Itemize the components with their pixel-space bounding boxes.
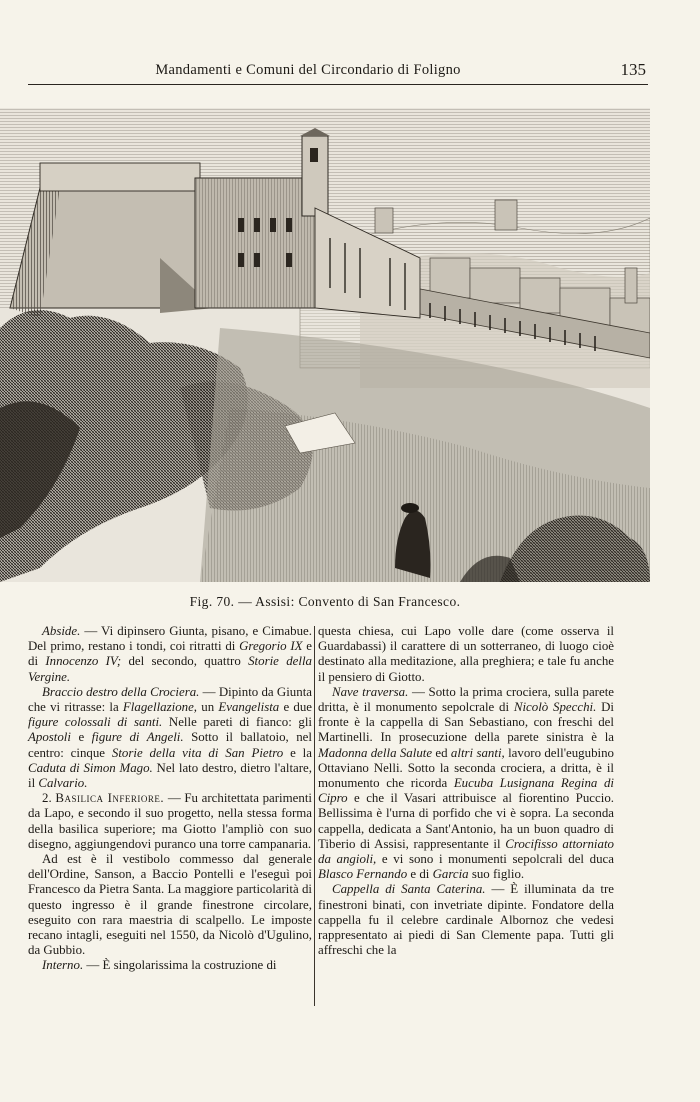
paragraph-nave-traversa: Nave traversa. — Sotto la prima crociera, sulla parete dritta, è il monumento sepolcrale di Nicolò Specchi. Di fronte è la cappella di San Sebastiano, con freschi del Martinelli. In prosecuzione della parete sinistra è la Madonna della Salute ed altri santi, lavoro dell'eugubino Ottaviano Nelli. Sotto la seconda crociera, a dritta, è il monumento che ricorda Eucuba Lusignana Regina di Cipro e che il Vasari attribuisce al fiorentino Puccio. Bellissima è l'urna di porfido che vi è sopra. La seconda cappella, dedicata a Sant'Antonio, ha un buon quadro di Tiberio di Assisi, rappresentante il Crocifisso attorniato da angioli, e vi sono i monumenti sepolcrali del duca Blasco Fernando e di Garcia suo figlio. [318,684,615,882]
left-column [28,624,312,974]
right-column [318,624,614,958]
paragraph-interno: Interno. — È singolarissima la costruzione di [42,958,277,973]
paragraph-cappella-santa-caterina: Cappella di Santa Caterina. — È illuminata da tre finestroni binati, con invetriate dipinte. Fondatore della cappella fu il celebre cardinale Albornoz che vedesi rappresentato ai piedi di San Clemente papa. Tutti gli affreschi che la [318,882,614,958]
engraving-illustration [0,108,650,582]
paragraph-braccio-destro: Braccio destro della Crociera. — Dipinto da Giunta che vi ritrasse: la Flagellazione, un Evangelista e due figure colossali di santi. Nelle pareti di fianco: gli Apostoli e figure di Angeli. Sotto il ballatoio, nel centro: cinque Storie della vita di San Pietro e la Caduta di Simon Mago. Nel lato destro, dietro l'altare, il Calvario. [28,684,313,791]
text-columns [28,624,648,1054]
paragraph-abside: Abside. — Vi dipinsero Giunta, pisano, e Cimabue. Del primo, restano i tondi, coi ritratti di Gregorio IX e di Innocenzo IV; del secondo, quattro Storie della Vergine. [28,624,312,684]
column-rule [314,626,315,1006]
paragraph-vestibolo: Ad est è il vestibolo commesso dal generale dell'Ordine, Sanson, a Baccio Pontelli e l'eseguì poi Francesco da Pietra Santa. La maggiore particolarità di questo ingresso è il grande finestrone circolare, eseguito con rara maestria di scalpello. Le imposte recano intagli, eseguiti nel 1550, da Nicolò d'Ugulino, da Gubbio. [28,852,312,958]
figure-caption: Fig. 70. — Assisi: Convento di San Francesco. [189,594,461,609]
engraving-svg [0,108,650,582]
paragraph-basilica-inferiore: 2. Basilica Inferiore. — Fu architettata parimenti da Lapo, e secondo il suo progetto, nella stessa forma della basilica superiore; ma Giotto l'ampliò con suo disegno, aggiungendovi puranco una torre campanaria. [28,791,312,851]
page-number: 135 [620,60,646,79]
running-title: Mandamenti e Comuni del Circondario di Foligno [155,62,461,78]
running-head [28,58,648,85]
paragraph-continuation: questa chiesa, cui Lapo volle dare (come osserva il Guardabassi) il carattere di un sotterraneo, di luogo cioè destinato alla meditazione, alla preghiera; e tale fu anche il pensiero di Giotto. [318,624,614,684]
